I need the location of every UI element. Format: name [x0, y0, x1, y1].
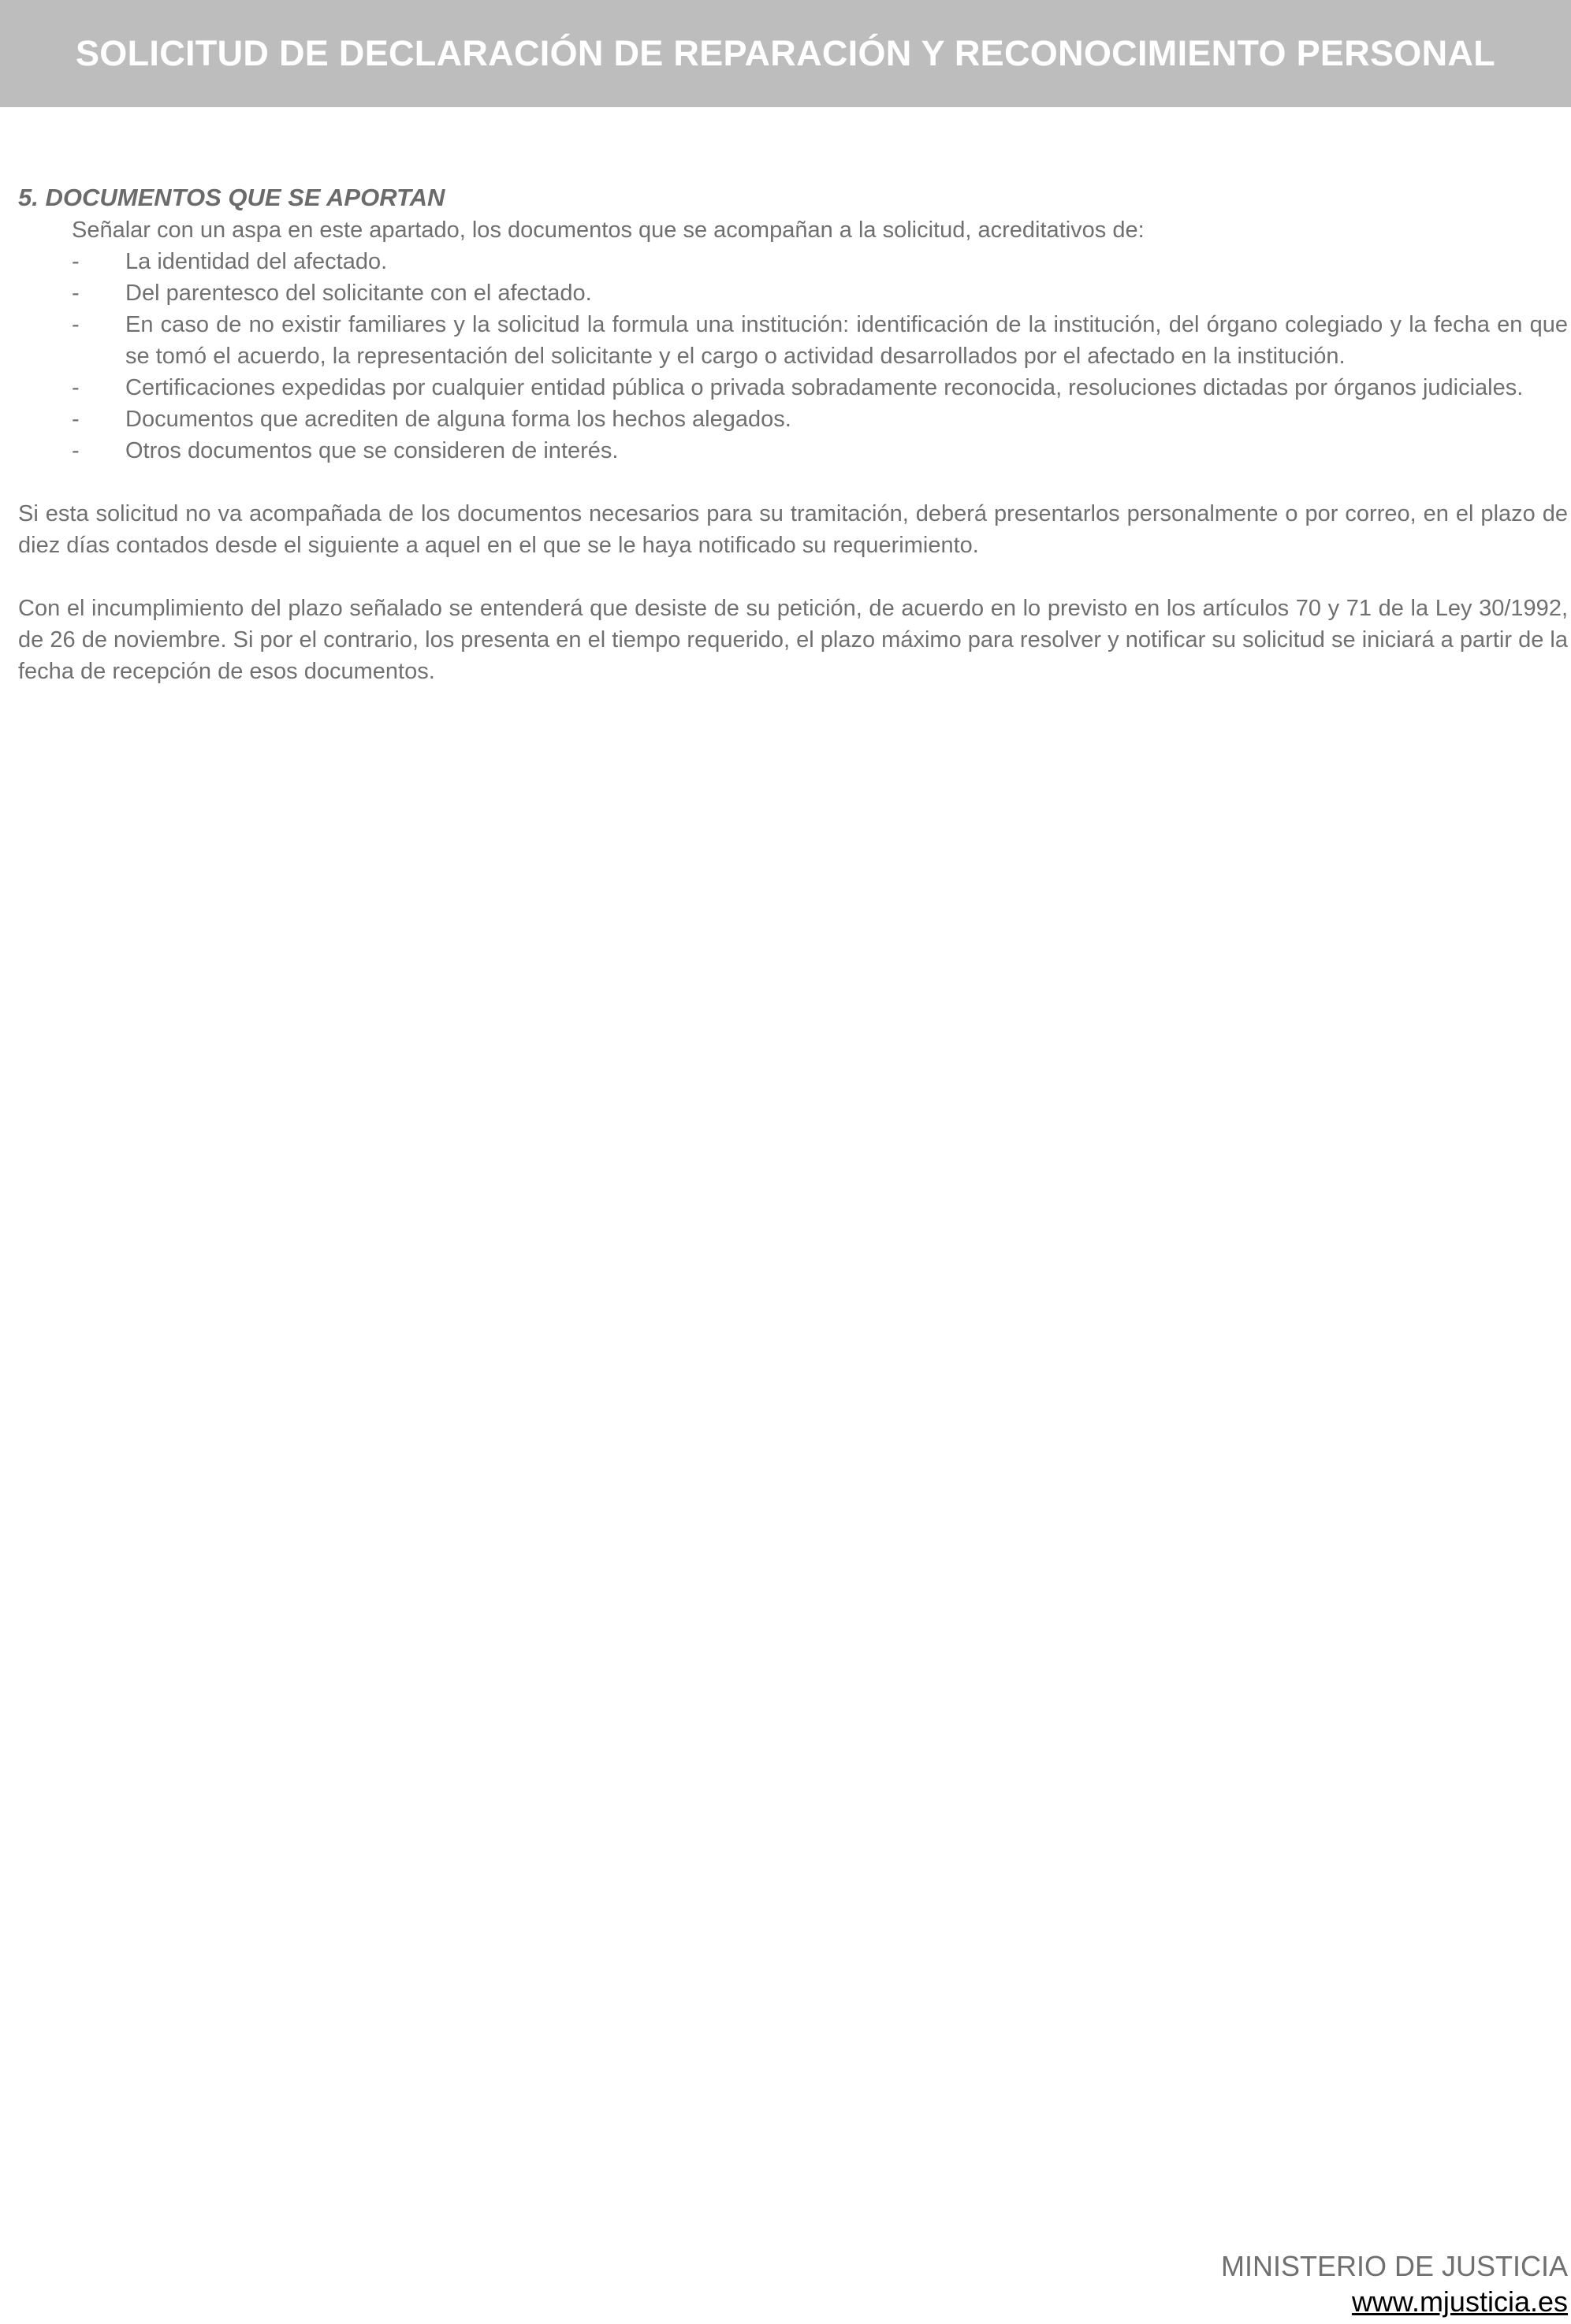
paragraph-submission: Si esta solicitud no va acompañada de los documentos necesarios para su tramitación, deberá presentarlos personalmente o por correo, en el plazo de diez días contados desde el siguiente a aquel en el que se le haya notificado su requerimiento. [18, 501, 1568, 558]
list-bullet: - [72, 407, 80, 432]
section-title: 5. DOCUMENTOS QUE SE APORTAN [18, 184, 445, 211]
list-item [18, 277, 1568, 309]
paragraph-deadline: Con el incumplimiento del plazo señalado se entenderá que desiste de su petición, de acuerdo en lo previsto en los artículos 70 y 71 de la Ley 30/1992, de 26 de noviembre. Si por el contrario, los presenta en el tiempo requerido, el plazo máximo para resolver y notificar su solicitud se iniciará a partir de la fecha de recepción de esos documentos. [18, 596, 1568, 684]
list-bullet: - [72, 438, 80, 463]
list-bullet: - [72, 312, 80, 337]
main-content [18, 181, 1568, 687]
header-bar [0, 0, 1571, 107]
list-item [18, 309, 1568, 372]
list-item [18, 435, 1568, 467]
list-item-text: Otros documentos que se consideren de interés. [125, 438, 619, 463]
list-item [18, 372, 1568, 403]
footer [1221, 2249, 1568, 2320]
list-item [18, 403, 1568, 435]
list-item-text: Certificaciones expedidas por cualquier entidad pública o privada sobradamente reconocida, resoluciones dictadas por órganos judiciales. [125, 375, 1524, 400]
list-item-text: La identidad del afectado. [125, 249, 388, 274]
list-bullet: - [72, 375, 80, 400]
list-item-text: Documentos que acrediten de alguna forma los hechos alegados. [125, 407, 791, 432]
list-item [18, 246, 1568, 277]
website-link[interactable]: www.mjusticia.es [1351, 2285, 1568, 2318]
list-item-text: Del parentesco del solicitante con el afectado. [125, 281, 592, 306]
page-title: SOLICITUD DE DECLARACIÓN DE REPARACIÓN Y RECONOCIMIENTO PERSONAL [75, 33, 1495, 73]
section-intro: Señalar con un aspa en este apartado, los documentos que se acompañan a la solicitud, acreditativos de: [72, 218, 1145, 243]
document-list [18, 246, 1568, 467]
list-bullet: - [72, 249, 80, 274]
list-bullet: - [72, 281, 80, 306]
list-item-text: En caso de no existir familiares y la solicitud la formula una institución: identificación de la institución, del órgano colegiado y la fecha en que se tomó el acuerdo, la representación del solicitante y el cargo o actividad desarrollados por el afectado en la institución. [125, 312, 1568, 369]
footer-ministry: MINISTERIO DE JUSTICIA [1220, 2250, 1568, 2282]
